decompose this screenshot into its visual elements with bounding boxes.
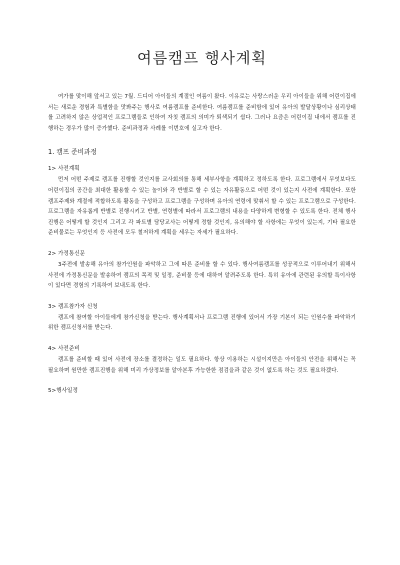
- subsection-text-4: 캠프를 준비할 때 있어 사전에 장소를 결정하는 일도 필요하다. 항상 이용하는 시설이지만은 아이들의 안전을 위해서는 꼭 필요하며 원만한 캠프진행을 위해 미리 가상정보를 알아본후 가능한한 점검을과 같은 것이 없도록 하는 것도 필요하겠다.: [48, 356, 356, 374]
- document-title: 여름캠프 행사계획: [137, 49, 267, 67]
- subsection-heading-3: 3> 캠프참가자 신청: [48, 303, 98, 310]
- subsection-text-3: 캠프에 참여할 아이들에게 참가신청을 받는다. 행사계획서나 프로그램 진행에 있어서 가장 기본이 되는 인원수를 파악하기 위한 캠프신청서를 받는다.: [48, 314, 356, 332]
- subsection-heading-4: 4> 사전준비: [48, 345, 80, 352]
- section-heading: 1. 캠프 준비과정: [48, 148, 97, 157]
- subsection-text-1: 먼저 어떤 주제로 캠프를 진행할 것인지를 교사회의를 통해 세부사항을 계획하고 정하도록 한다. 프로그램에서 무엇보다도 어린이집의 공간을 최대한 활용할 수 있는 놀이와 각 반별로 할 수 있는 자유활동으로 어떤 것이 있는지 사전에 계획한다. 또한 캠프주제와 계절에 적합하도록 활동을 구성하고 프로그램을 구성하며 유아의 연령에 맞춰서 할 수 있는 프로그램으로 구성한다. 프로그램을 자유롭게 반별로 진행시키고 반별, 연령별에 따라서 프로그램의 내용을 다양하게 변형할 수 있도록 한다. 전체 행사진행은 어떻게 할 것인지 그리고 각 파트별 담당교사는 어떻게 정할 것인지, 유의해야 할 사항에는 무엇이 있는지, 기타 필요한 준비물로는 무엇인지 등 사전에 모두 철저하게 계획을 세우는 자세가 필요하다.: [48, 177, 356, 237]
- subsection-text-2: 3주전에 발송해 유아의 참가인원을 파악하고 그에 따른 준비를 할 수 있다. 행사여름캠프를 성공적으로 이루어내기 위해서 사전에 가정통신문을 발송하여 캠프의 목적 및 일정, 준비물 등에 대하여 알려주도록 한다. 특히 유아에 관련된 유의할 특이사항이 있다면 경험의 기록하여 보내도록 한다.: [48, 261, 356, 290]
- subsection-heading-1: 1> 사전계획: [48, 166, 80, 173]
- subsection-heading-5: 5>행사일정: [48, 388, 78, 395]
- intro-paragraph: 여가를 맞이해 앞서고 있는 7월. 드디어 아이들의 계절인 여름이 왔다. 이유로는 사랑스러운 우리 아이들을 위해 어린이집에서는 새로운 경험과 특별함을 맛봐주는 행사로 여름캠프를 준비한다. 여름캠프를 준비함에 있어 유아의 발달상황이나 심리상태를 고려하지 않은 상업적인 프로그램들로 인하여 자칫 캠프의 의미가 퇴색되기 쉽다. 그러나 요즘은 어린이집 내에서 캠프를 진행하는 경우가 많이 증가했다. 준비과정과 사례를 이번호에 실고자 한다.: [48, 94, 356, 132]
- subsection-heading-2: 2> 가정통신문: [48, 250, 86, 257]
